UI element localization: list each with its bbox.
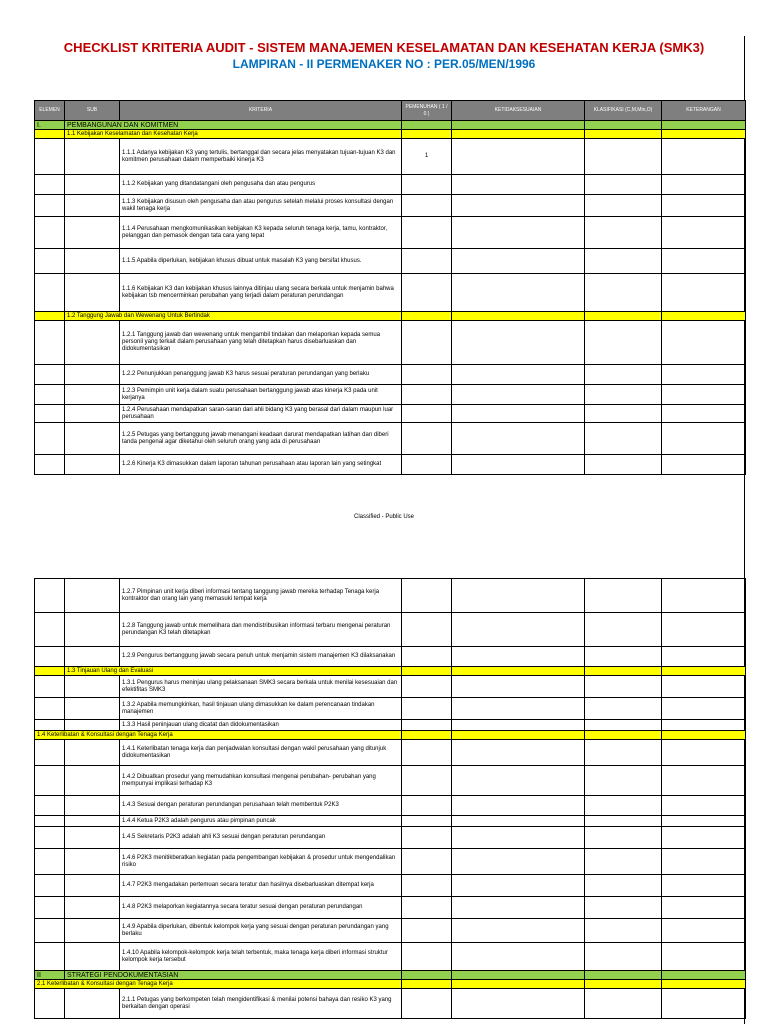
subsection-title: 1.3 Tinjauan Ulang dan Evaluasi [65,667,402,676]
table-row [35,175,746,195]
col-sub: SUB [65,101,120,121]
table-row [35,217,746,249]
criteria-text: 1.4.6 P2K3 menitikberatkan kegiatan pada pengembangan kebijakan & prosedur untuk mengendalikan risiko [120,849,402,875]
criteria-text: 1.3.3 Hasil peninjauan ulang dicatat dan didokumentasikan [120,720,402,731]
col-klasifikasi: KLASIFIKASI (C,M,Min,O) [585,101,662,121]
table-row [35,385,746,405]
table-row [35,405,746,423]
criteria-text: 1.4.2 Dibuatkan prosedur yang memudahkan konsultasi mengenai perubahan- perubahan yang mempunyai implikasi terhadap K3 [120,766,402,796]
table-row [35,897,746,919]
table-row [35,455,746,475]
checklist-table-page-2 [34,578,746,1019]
subsection-row [35,130,746,139]
criteria-text: 1.2.9 Pengurus bertanggung jawab secara penuh untuk menjamin sistem manajemen K3 dilaksanakan [120,647,402,667]
criteria-text: 1.4.5 Sekretaris P2K3 adalah ahli K3 sesuai dengan peraturan perundangan [120,827,402,849]
table-row [35,796,746,816]
table-row [35,919,746,943]
pemenuhan-value: 1 [402,139,452,175]
criteria-text: 1.2.7 Pimpinan unit kerja diberi informasi tentang tanggung jawab mereka terhadap Tenaga kerja kontraktor dan orang lain yang memasuki tempat kerja [120,579,402,613]
criteria-text: 2.1.1 Petugas yang berkompeten telah mengidentifikasi & menilai potensi bahaya dan resiko K3 yang berkaitan dengan operasi [120,989,402,1019]
criteria-text: 1.2.3 Pemimpin unit kerja dalam suatu perusahaan bertanggung jawab atas kinerja K3 pada unit kerjanya [120,385,402,405]
criteria-text: 1.1.4 Perusahaan mengkomunikasikan kebijakan K3 kepada seluruh tenaga kerja, tamu, kontraktor, pelanggan dan pemasok dengan tata cara yang tepat [120,217,402,249]
criteria-text: 1.2.5 Petugas yang bertanggung jawab menangani keadaan darurat mendapatkan latihan dan diberi tanda pengenal agar diketahui oleh seluruh orang yang ada di perusahaan [120,423,402,455]
section-row [35,121,746,130]
subsection-row [35,667,746,676]
section-title: PEMBANGUNAN DAN KOMITMEN [65,121,402,130]
criteria-text: 1.4.10 Apabila kelompok-kelompok kerja telah terbentuk, maka tenaga kerja diberi informasi struktur kelompok kerja tersebut [120,943,402,971]
criteria-text: 1.4.3 Sesuai dengan peraturan perundangan perusahaan telah membentuk P2K3 [120,796,402,816]
table-row [35,989,746,1019]
criteria-text: 1.4.8 P2K3 melaporkan kegiatannya secara teratur sesuai dengan peraturan perundangan [120,897,402,919]
section-number: II [35,971,65,980]
checklist-table-page-1 [34,100,746,475]
table-row [35,766,746,796]
table-row [35,321,746,365]
table-header-row [35,101,746,121]
section-row [35,971,746,980]
page-title: CHECKLIST KRITERIA AUDIT - SISTEM MANAJEMEN KESELAMATAN DAN KESEHATAN KERJA (SMK3) [63,40,705,55]
table-row [35,139,746,175]
section-number: I. [35,121,65,130]
subsection-title: 2.1 Keterlibatan & Konsultasi dengan Tenaga Kerja [35,980,402,989]
col-elemen: ELEMEN [35,101,65,121]
criteria-text: 1.3.2 Apabila memungkinkan, hasil tinjauan ulang dimasukkan ke dalam perencanaan tindakan manajemen [120,698,402,720]
table-row [35,720,746,731]
criteria-text: 1.1.1 Adanya kebijakan K3 yang tertulis, bertanggal dan secara jelas menyatakan tujuan-tujuan K3 dan komitmen perusahaan dalam memperbaiki kinerja K3 [120,139,402,175]
col-keterangan: KETERANGAN [662,101,746,121]
table-row [35,875,746,897]
table-row [35,698,746,720]
table-row [35,647,746,667]
criteria-text: 1.3.1 Pengurus harus meninjau ulang pelaksanaan SMK3 secara berkala untuk menilai kesesuaian dan efektifitas SMK3 [120,676,402,698]
criteria-text: 1.4.4 Ketua P2K3 adalah pengurus atau pimpinan puncak [120,816,402,827]
criteria-text: 1.2.4 Perusahaan mendapatkan saran-saran dari ahli bidang K3 yang berasal dari dalam maupun luar perusahaan [120,405,402,423]
criteria-text: 1.2.8 Tanggung jawab untuk memelihara dan mendistribusikan informasi terbaru mengenai peraturan perundangan K3 telah ditetapkan [120,613,402,647]
subsection-title: 1.4 Keterlibatan & Konsultasi dengan Tenaga Kerja [35,731,402,740]
subsection-row [35,980,746,989]
table-row [35,827,746,849]
page-subtitle: LAMPIRAN - II PERMENAKER NO : PER.05/MEN/1996 [232,57,536,71]
subsection-row [35,312,746,321]
table-row [35,849,746,875]
criteria-text: 1.2.1 Tanggung jawab dan wewenang untuk mengambil tindakan dan melaporkan kepada semua personil yang terkait dalam perusahaan yang telah ditetapkan harus disebarluaskan dan didokumentasikan [120,321,402,365]
table-row [35,249,746,274]
table-row [35,579,746,613]
subsection-title: 1.2 Tanggung Jawab dan Wewenang Untuk Bertindak [65,312,402,321]
criteria-text: 1.4.9 Apabila diperlukan, dibentuk kelompok kerja yang sesuai dengan peraturan perundangan yang berlaku [120,919,402,943]
table-row [35,423,746,455]
section-title: STRATEGI PENDOKUMENTASIAN [65,971,402,980]
table-row [35,676,746,698]
table-row [35,274,746,312]
criteria-text: 1.4.7 P2K3 mengadakan pertemuan secara teratur dan hasilnya disebarluaskan ditempat kerja [120,875,402,897]
table-row [35,740,746,766]
col-ketidaksesuaian: KETIDAKSESUAIAN [452,101,585,121]
criteria-text: 1.1.5 Apabila diperlukan, kebijakan khusus dibuat untuk masalah K3 yang bersifat khusus. [120,249,402,274]
criteria-text: 1.1.3 Kebijakan disusun oleh pengusaha dan atau pengurus setelah melalui proses konsultasi dengan wakil tenaga kerja [120,195,402,217]
col-pemenuhan: PEMENUHAN ( 1 / 0 ) [402,101,452,121]
table-row [35,365,746,385]
criteria-text: 1.2.2 Penunjukkan penanggung jawab K3 harus sesuai peraturan perundangan yang berlaku [120,365,402,385]
subsection-row [35,731,746,740]
criteria-text: 1.2.6 Kinerja K3 dimasukkan dalam laporan tahunan perusahaan atau laporan lain yang setingkat [120,455,402,475]
table-row [35,816,746,827]
classification-label: Classified - Public Use [353,514,415,520]
col-kriteria: KRITERIA [120,101,402,121]
criteria-text: 1.4.1 Keterlibatan tenaga kerja dan penjadwalan konsultasi dengan wakil perusahaan yang ditunjuk didokumentasikan [120,740,402,766]
table-row [35,195,746,217]
subsection-title: 1.1 Kebijakan Keselamatan dan Kesehatan Kerja [65,130,402,139]
table-row [35,943,746,971]
criteria-text: 1.1.6 Kebijakan K3 dan kebijakan khusus lainnya ditinjau ulang secara berkala untuk menjamin bahwa kebijakan tsb mencerminkan perubahan yang terjadi dalam peraturan perundangan [120,274,402,312]
table-row [35,613,746,647]
criteria-text: 1.1.2 Kebijakan yang ditandatangani oleh pengusaha dan atau pengurus [120,175,402,195]
